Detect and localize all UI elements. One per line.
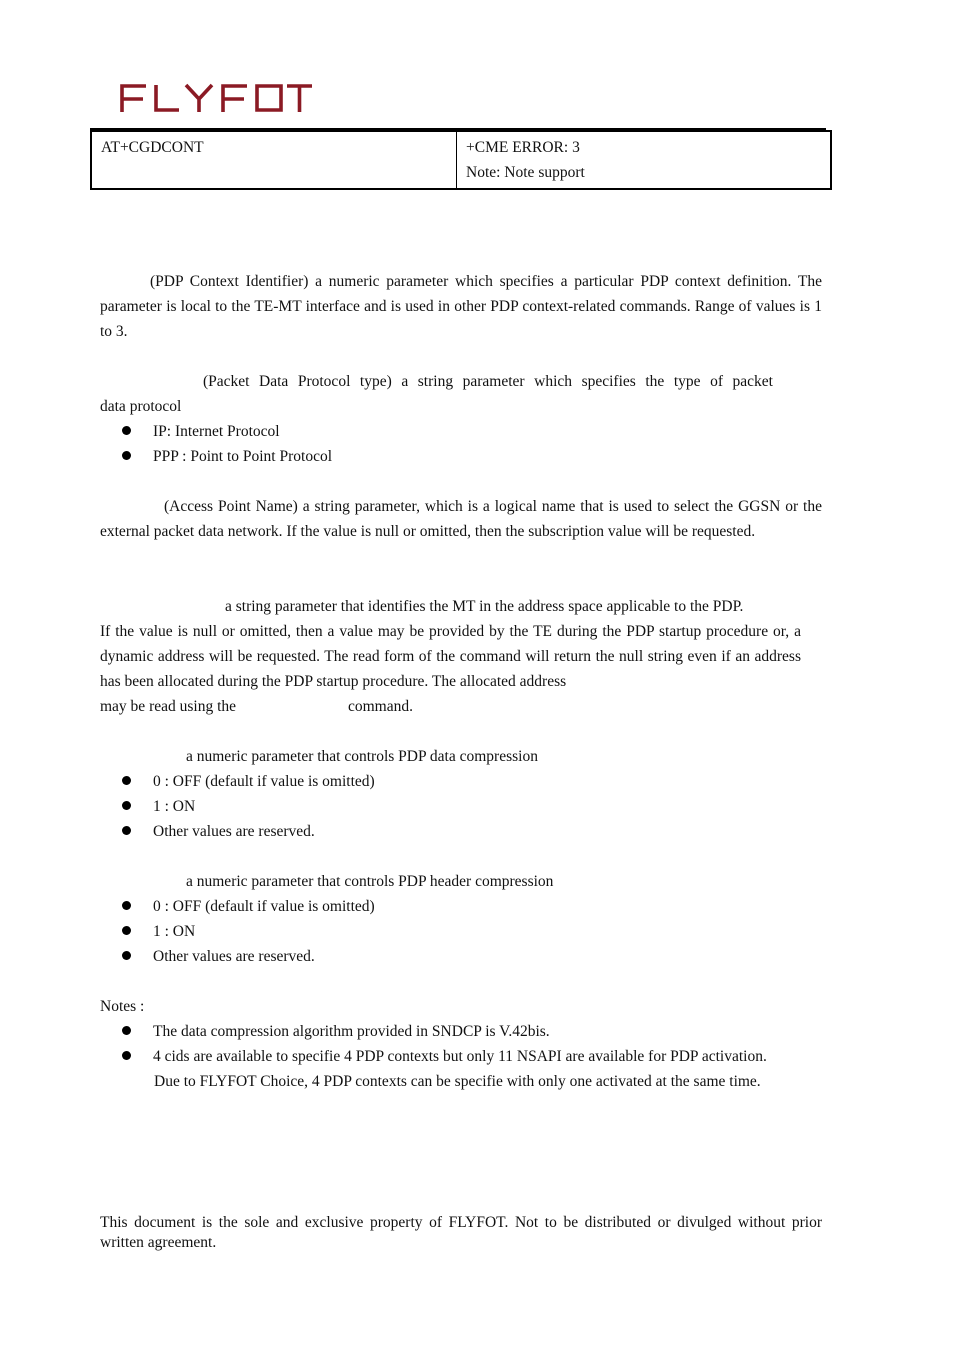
list-item: 1 : ON: [122, 919, 195, 944]
list-item: 4 cids are available to specifie 4 PDP contexts but only 11 NSAPI are available for PDP activation.: [122, 1044, 767, 1069]
command-cell: [91, 131, 457, 189]
command-text: AT+CGDCONT: [101, 139, 204, 156]
bullet-icon: [122, 826, 131, 835]
list-item: Other values are reserved.: [122, 944, 315, 969]
flyfot-logo: [119, 82, 314, 114]
response-line-2: Note: Note support: [466, 164, 585, 181]
bullet-icon: [122, 801, 131, 810]
list-item: 0 : OFF (default if value is omitted): [122, 769, 375, 794]
list-item: Other values are reserved.: [122, 819, 315, 844]
bullet-icon: [122, 776, 131, 785]
pdp-addr-last-line-suffix: command.: [348, 698, 413, 715]
list-item: 1 : ON: [122, 794, 195, 819]
notes-label: Notes :: [100, 998, 145, 1015]
pdp-addr-last-line-prefix: may be read using the: [100, 698, 237, 715]
footer-notice: This document is the sole and exclusive property of FLYFOT. Not to be distributed or divulged without prior written agreement.: [100, 1214, 822, 1251]
notes-item-continuation: Due to FLYFOT Choice, 4 PDP contexts can be specifie with only one activated at the same time.: [154, 1073, 761, 1090]
response-line-1: +CME ERROR: 3: [466, 139, 580, 156]
bullet-icon: [122, 951, 131, 960]
list-item: The data compression algorithm provided in SNDCP is V.42bis.: [122, 1019, 550, 1044]
bullet-icon: [122, 426, 131, 435]
cid-description: (PDP Context Identifier) a numeric parameter which specifies a particular PDP context definition. The parameter is local to the TE-MT interface and is used in other PDP context-related commands. Range of values is 1 to 3.: [100, 273, 822, 340]
list-item: 0 : OFF (default if value is omitted): [122, 894, 375, 919]
pdp-addr-description-line1: a string parameter that identifies the MT in the address space applicable to the PDP.: [225, 598, 744, 615]
bullet-icon: [122, 1026, 131, 1035]
bullet-icon: [122, 926, 131, 935]
d-comp-description: a numeric parameter that controls PDP data compression: [186, 748, 538, 765]
pdp-type-description-line2: data protocol: [100, 398, 182, 415]
bullet-icon: [122, 901, 131, 910]
command-table: [90, 130, 832, 190]
apn-description: (Access Point Name) a string parameter, which is a logical name that is used to select the GGSN or the external packet data network. If the value is null or omitted, then the subscription value will be requested.: [100, 498, 822, 540]
bullet-icon: [122, 1051, 131, 1060]
pdp-type-description-line1: (Packet Data Protocol type) a string parameter which specifies the type of packet: [203, 373, 773, 390]
bullet-icon: [122, 451, 131, 460]
response-cell: [457, 131, 832, 189]
h-comp-description: a numeric parameter that controls PDP header compression: [186, 873, 554, 890]
pdp-addr-description: If the value is null or omitted, then a value may be provided by the TE during the PDP startup procedure or, a dynamic address will be requested. The read form of the command will return the null string even if an address has been allocated during the PDP startup procedure. The allocated address: [100, 623, 801, 690]
list-item: PPP : Point to Point Protocol: [122, 444, 332, 469]
list-item: IP: Internet Protocol: [122, 419, 280, 444]
